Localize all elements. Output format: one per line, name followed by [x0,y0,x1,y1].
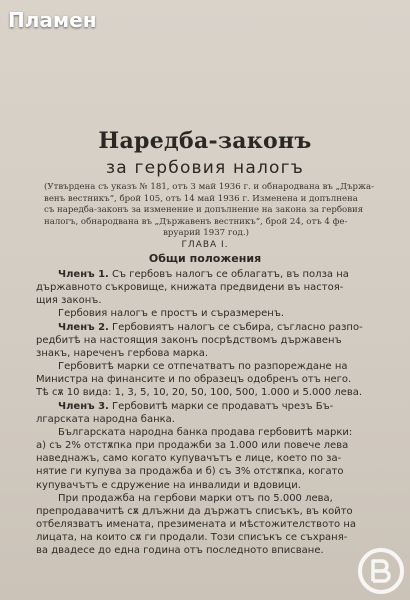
article-paragraph-line: Гербовитѣ марки се отпечатватъ по разпореждане на [58,361,348,373]
article-paragraph-line: препродавачитѣ сѫ длъжни да държатъ списъкъ, въ който [36,505,353,517]
intro-note [44,182,374,240]
article-text: Гербовитѣ марки се продаватъ чрезъ Бъ- [108,400,334,412]
chapter-number: ГЛАВА I. [181,240,229,250]
article-paragraph-line: Тѣ сѫ 10 вида: 1, 3, 5, 10, 20, 50, 100, 500, 1.000 и 5.000 лева. [36,387,363,399]
intro-line: съ наредба-законъ за изменение и допълнение на закона за гербовия [44,205,364,215]
article-label: Членъ 3. [58,400,109,412]
article-paragraph-line: Министра на финансите и по образецъ одобренъ отъ него. [36,374,352,386]
article-label: Членъ 1. [58,269,109,280]
article-text-line: знакъ, нареченъ гербова марка. [36,347,209,359]
article-3-first-line [36,400,386,413]
article-paragraph-line: купувачътъ е сдружение на инвалиди и вдовици. [36,479,301,491]
seller-watermark: Пламен [8,8,97,32]
article-paragraph-line: наведнажъ, само когато купувачътъ е лице, което по за- [36,453,342,465]
article-paragraph-line: а) съ 2% отстѫпка при продажби за 1.000 или повече лева [36,440,349,452]
article-paragraph-line: нятие ги купува за продажба и б) съ 3% отстѫпка, когато [36,466,344,478]
intro-line: (Утвърдена съ указъ № 181, отъ 3 май 1936 г. и обнародвана въ „Държа- [44,182,374,192]
article-paragraph-line: Българската народна банка продава гербовитѣ марки: [58,426,353,438]
article-text: Съ гербовъ налогъ се облагатъ, въ полза на [108,269,349,280]
article-label: Членъ 2. [58,321,109,333]
articles-body [36,268,386,557]
article-1-first-line [36,268,386,281]
chapter-title: Общи положения [148,252,262,265]
article-text-line: щия законъ. [36,295,102,307]
article-text-line: редбитѣ на настоящия законъ посрѣдствомъ държавенъ [36,334,342,346]
article-paragraph-line: При продажба на гербови марки отъ по 5.000 лева, [58,492,333,504]
article-text: Гербовиятъ налогъ се събира, съгласно разпо- [108,321,363,333]
article-text-line: държавното съкровище, книжата предвидени въ настоя- [36,282,344,294]
document-subtitle: за гербовия налогъ [106,158,304,178]
article-paragraph-line: отбелязватъ имената, презимената и мѣстожителството на [36,518,356,530]
intro-line: вруарий 1937 год.) [163,228,249,238]
article-2-first-line [36,321,386,334]
intro-line: налогъ, обнародвана въ „Държавенъ вестникъ“, брой 24, отъ 4 фе- [44,216,348,227]
article-paragraph-line: Гербовия налогъ е простъ и съразмеренъ. [58,308,285,320]
article-text-line: лгарската народна банка. [36,413,175,425]
article-paragraph-line: ва двадесе до една година отъ последното вписване. [36,545,324,557]
article-paragraph-line: лицата, на които сѫ ги продали. Този списъкъ се съхраня- [36,532,348,544]
document-title: Наредба-законъ [98,128,312,154]
intro-line: венъ вестникъ“, брой 105, отъ 14 май 1936 г. Изменена и допълнена [44,193,358,204]
